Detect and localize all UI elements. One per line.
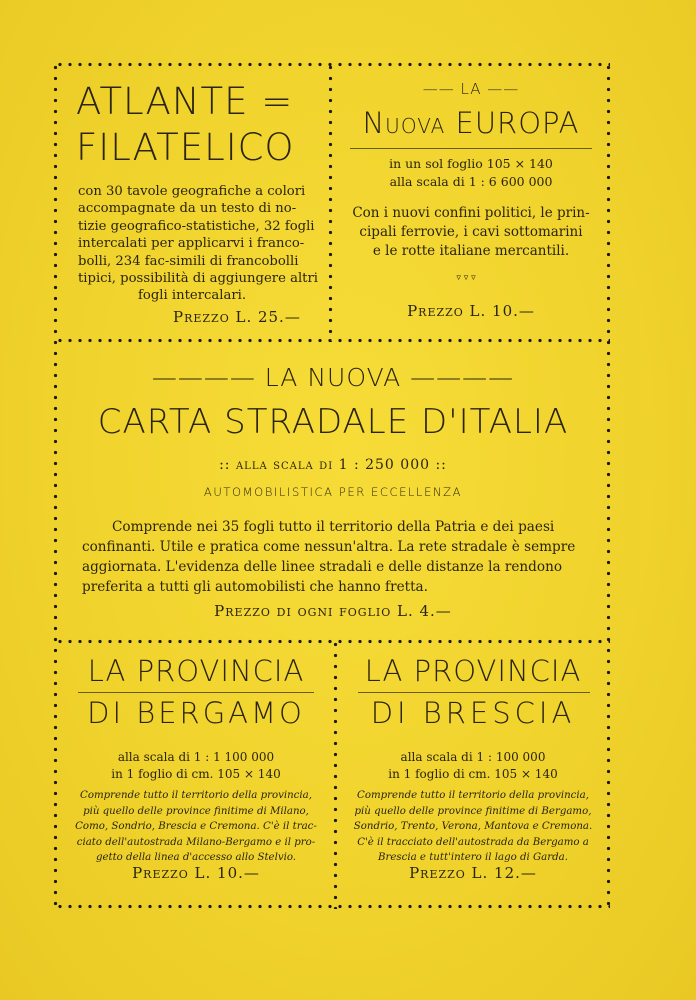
europa-panel — [336, 68, 606, 338]
brescia-rule — [358, 692, 590, 693]
brescia-line2: in 1 foglio di cm. 105 × 140 — [388, 767, 558, 781]
atlante-panel — [60, 68, 326, 338]
europa-ornament: ▿ ▿ ▿ — [456, 273, 476, 283]
europa-line2: alla scala di 1 : 6 600 000 — [389, 174, 553, 189]
stradale-title: CARTA STRADALE D'ITALIA — [97, 402, 569, 442]
brescia-body: Comprende tutto il territorio della provincia, più quello delle province finitime di Bergamo, Sondrio, Trento, Verona, Mantova e Cremona. C'è il tracciato dell'autostrada da Bergamo a Brescia e tutt'intero il lago di Garda. — [353, 790, 593, 864]
stradale-price: Prezzo di ogni foglio L. 4.— — [214, 602, 452, 620]
stradale-panel — [60, 345, 606, 637]
bergamo-panel — [60, 646, 332, 904]
divider-bottom — [333, 639, 338, 909]
brescia-panel — [340, 646, 606, 904]
stradale-body: Comprende nei 35 fogli tutto il territorio della Patria e dei paesi confinanti. Utile e pratica come nessun'altra. La rete stradale è sempre aggiornata. L'evidenza delle linee stradali e delle distanze la rendono preferita a tutti gli automobilisti che hanno fretta. — [82, 519, 576, 595]
europa-price: Prezzo L. 10.— — [407, 302, 535, 320]
europa-rule — [350, 148, 592, 149]
bergamo-price: Prezzo L. 10.— — [132, 864, 260, 882]
divider-top — [328, 62, 333, 342]
bergamo-line1: alla scala di 1 : 1 100 000 — [117, 750, 275, 764]
europa-body: Con i nuovi confini politici, le prin- cipali ferrovie, i cavi sottomarini e le rotte italiane mercantili. — [352, 205, 590, 259]
europa-pre: —— LA —— — [422, 80, 520, 98]
atlante-body: con 30 tavole geografiche a colori accompagnate da un testo di no- tizie geografico-statistiche, 32 fogli intercalati per applicarvi i franco- bolli, 234 fac-simili di francobolli tipici, possibilità di aggiungere altri fogli intercalari. — [78, 184, 318, 304]
bergamo-rule — [78, 692, 314, 693]
brescia-title-1: LA PROVINCIA — [364, 654, 582, 688]
brescia-title-2: DI BRESCIA — [370, 696, 576, 730]
stradale-sub: AUTOMOBILISTICA PER ECCELLENZA — [203, 485, 463, 499]
bergamo-body: Comprende tutto il territorio della provincia, più quello delle province finitime di Milano, Como, Sondrio, Brescia e Cremona. C'è il trac- ciato dell'autostrada Milano-Bergamo e il pro- getto della linea d'accesso allo Stelvio. — [75, 790, 317, 864]
bergamo-line2: in 1 foglio di cm. 105 × 140 — [111, 767, 281, 781]
atlante-title-1: ATLANTE = — [76, 80, 294, 123]
brescia-line1: alla scala di 1 : 100 000 — [400, 750, 546, 764]
border-left — [53, 62, 58, 909]
brescia-price: Prezzo L. 12.— — [409, 864, 537, 882]
europa-title: Nuova EUROPA — [362, 106, 580, 140]
atlante-title-2: FILATELICO — [76, 126, 295, 169]
europa-line1: in un sol foglio 105 × 140 — [389, 156, 553, 171]
stradale-pre: ———— LA NUOVA ———— — [151, 363, 515, 392]
border-right — [606, 62, 611, 909]
bergamo-title-2: DI BERGAMO — [87, 696, 305, 730]
stradale-scale: :: alla scala di 1 : 250 000 :: — [219, 457, 447, 473]
bergamo-title-1: LA PROVINCIA — [87, 654, 305, 688]
atlante-price: Prezzo L. 25.— — [173, 308, 301, 326]
